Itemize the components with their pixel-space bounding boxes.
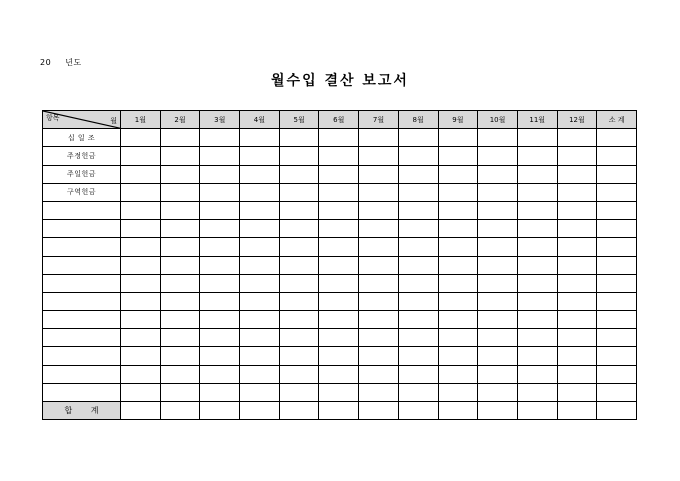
data-cell[interactable] — [279, 183, 319, 201]
data-cell[interactable] — [121, 147, 161, 165]
data-cell[interactable] — [319, 274, 359, 292]
total-cell[interactable] — [160, 402, 200, 420]
row-label — [43, 292, 121, 310]
month-header-12: 12월 — [557, 111, 597, 129]
data-cell[interactable] — [359, 311, 399, 329]
data-cell[interactable] — [279, 201, 319, 219]
total-cell[interactable] — [597, 402, 637, 420]
data-cell[interactable] — [200, 201, 240, 219]
data-cell[interactable] — [359, 274, 399, 292]
data-cell[interactable] — [557, 347, 597, 365]
year-prefix: 20 — [40, 58, 52, 67]
data-cell[interactable] — [319, 256, 359, 274]
data-cell[interactable] — [121, 329, 161, 347]
data-cell[interactable] — [121, 274, 161, 292]
month-header-7: 7월 — [359, 111, 399, 129]
data-cell[interactable] — [240, 256, 280, 274]
data-cell[interactable] — [517, 365, 557, 383]
data-cell[interactable] — [398, 201, 438, 219]
row-label: 십 일 조 — [43, 129, 121, 147]
data-cell[interactable] — [121, 383, 161, 401]
data-cell[interactable] — [359, 201, 399, 219]
data-cell[interactable] — [478, 329, 518, 347]
data-cell[interactable] — [279, 147, 319, 165]
data-cell[interactable] — [121, 201, 161, 219]
total-cell[interactable] — [478, 402, 518, 420]
data-cell[interactable] — [279, 220, 319, 238]
data-cell[interactable] — [398, 256, 438, 274]
data-cell[interactable] — [517, 311, 557, 329]
data-cell[interactable] — [398, 129, 438, 147]
data-cell[interactable] — [200, 129, 240, 147]
data-cell[interactable] — [517, 383, 557, 401]
data-cell[interactable] — [319, 311, 359, 329]
data-cell[interactable] — [160, 238, 200, 256]
month-header-3: 3월 — [200, 111, 240, 129]
data-cell[interactable] — [478, 220, 518, 238]
corner-item-label: 항목 — [46, 114, 60, 122]
data-cell[interactable] — [319, 129, 359, 147]
data-cell[interactable] — [359, 165, 399, 183]
month-header-9: 9월 — [438, 111, 478, 129]
data-cell[interactable] — [240, 129, 280, 147]
data-cell[interactable] — [200, 147, 240, 165]
data-cell[interactable] — [557, 147, 597, 165]
data-cell[interactable] — [121, 238, 161, 256]
data-cell[interactable] — [359, 238, 399, 256]
data-cell[interactable] — [359, 183, 399, 201]
data-cell[interactable] — [279, 292, 319, 310]
data-cell[interactable] — [438, 129, 478, 147]
total-cell[interactable] — [359, 402, 399, 420]
data-cell[interactable] — [319, 292, 359, 310]
data-cell[interactable] — [240, 329, 280, 347]
data-cell[interactable] — [121, 129, 161, 147]
data-cell[interactable] — [359, 347, 399, 365]
data-cell[interactable] — [200, 365, 240, 383]
data-cell[interactable] — [240, 292, 280, 310]
month-header-4: 4월 — [240, 111, 280, 129]
table-row — [43, 220, 637, 238]
row-label: 주일헌금 — [43, 165, 121, 183]
data-cell[interactable] — [398, 365, 438, 383]
table-row — [43, 347, 637, 365]
data-cell[interactable] — [240, 183, 280, 201]
data-cell[interactable] — [597, 220, 637, 238]
data-cell[interactable] — [359, 383, 399, 401]
data-cell[interactable] — [121, 165, 161, 183]
month-header-11: 11월 — [517, 111, 557, 129]
data-cell[interactable] — [478, 256, 518, 274]
total-cell[interactable] — [438, 402, 478, 420]
row-label — [43, 201, 121, 219]
month-header-8: 8월 — [398, 111, 438, 129]
table-row — [43, 201, 637, 219]
data-cell[interactable] — [438, 183, 478, 201]
table-row — [43, 365, 637, 383]
data-cell[interactable] — [438, 201, 478, 219]
data-cell[interactable] — [319, 165, 359, 183]
data-cell[interactable] — [319, 383, 359, 401]
data-cell[interactable] — [557, 329, 597, 347]
data-cell[interactable] — [200, 274, 240, 292]
data-cell[interactable] — [160, 311, 200, 329]
data-cell[interactable] — [319, 183, 359, 201]
data-cell[interactable] — [438, 256, 478, 274]
data-cell[interactable] — [478, 183, 518, 201]
table-row — [43, 383, 637, 401]
data-cell[interactable] — [359, 129, 399, 147]
total-label: 합 계 — [43, 402, 121, 420]
data-cell[interactable] — [438, 329, 478, 347]
data-cell[interactable] — [557, 201, 597, 219]
data-cell[interactable] — [517, 238, 557, 256]
data-cell[interactable] — [597, 129, 637, 147]
data-cell[interactable] — [200, 329, 240, 347]
total-cell[interactable] — [240, 402, 280, 420]
data-cell[interactable] — [279, 256, 319, 274]
data-cell[interactable] — [438, 220, 478, 238]
data-cell[interactable] — [160, 183, 200, 201]
data-cell[interactable] — [279, 238, 319, 256]
page-title: 월수입 결산 보고서 — [271, 73, 409, 89]
data-cell[interactable] — [478, 365, 518, 383]
data-cell[interactable] — [517, 347, 557, 365]
data-cell[interactable] — [200, 256, 240, 274]
table-row — [43, 183, 637, 201]
data-cell[interactable] — [160, 201, 200, 219]
data-cell[interactable] — [319, 347, 359, 365]
row-label: 주정헌금 — [43, 147, 121, 165]
data-cell[interactable] — [398, 165, 438, 183]
data-cell[interactable] — [557, 365, 597, 383]
year-suffix: 년도 — [65, 58, 82, 67]
data-cell[interactable] — [240, 201, 280, 219]
table-row — [43, 311, 637, 329]
subtotal-header: 소 계 — [597, 111, 637, 129]
total-cell[interactable] — [517, 402, 557, 420]
data-cell[interactable] — [240, 347, 280, 365]
data-cell[interactable] — [160, 274, 200, 292]
month-header-6: 6월 — [319, 111, 359, 129]
data-cell[interactable] — [398, 274, 438, 292]
data-cell[interactable] — [438, 147, 478, 165]
data-cell[interactable] — [279, 129, 319, 147]
data-cell[interactable] — [160, 292, 200, 310]
data-cell[interactable] — [398, 311, 438, 329]
table-row — [43, 292, 637, 310]
data-cell[interactable] — [398, 220, 438, 238]
data-cell[interactable] — [279, 165, 319, 183]
table-row — [43, 147, 637, 165]
table-row — [43, 329, 637, 347]
data-cell[interactable] — [438, 238, 478, 256]
data-cell[interactable] — [557, 129, 597, 147]
data-cell[interactable] — [160, 329, 200, 347]
data-cell[interactable] — [438, 311, 478, 329]
data-cell[interactable] — [279, 329, 319, 347]
month-header-5: 5월 — [279, 111, 319, 129]
data-cell[interactable] — [597, 383, 637, 401]
data-cell[interactable] — [478, 311, 518, 329]
row-label — [43, 383, 121, 401]
table-row — [43, 238, 637, 256]
data-cell[interactable] — [517, 129, 557, 147]
data-cell[interactable] — [597, 292, 637, 310]
data-cell[interactable] — [478, 129, 518, 147]
data-cell[interactable] — [359, 220, 399, 238]
data-cell[interactable] — [121, 311, 161, 329]
data-cell[interactable] — [438, 165, 478, 183]
total-cell[interactable] — [200, 402, 240, 420]
row-label — [43, 311, 121, 329]
data-cell[interactable] — [200, 238, 240, 256]
data-cell[interactable] — [398, 383, 438, 401]
total-cell[interactable] — [557, 402, 597, 420]
data-cell[interactable] — [597, 365, 637, 383]
income-report-table — [42, 110, 637, 420]
data-cell[interactable] — [557, 274, 597, 292]
data-cell[interactable] — [319, 329, 359, 347]
row-label — [43, 238, 121, 256]
data-cell[interactable] — [478, 165, 518, 183]
data-cell[interactable] — [557, 311, 597, 329]
data-cell[interactable] — [200, 347, 240, 365]
corner-month-label: 월 — [110, 117, 117, 126]
data-cell[interactable] — [359, 147, 399, 165]
data-cell[interactable] — [121, 183, 161, 201]
data-cell[interactable] — [478, 347, 518, 365]
data-cell[interactable] — [557, 256, 597, 274]
data-cell[interactable] — [438, 292, 478, 310]
row-label: 구역헌금 — [43, 183, 121, 201]
data-cell[interactable] — [557, 183, 597, 201]
data-cell[interactable] — [438, 383, 478, 401]
corner-header-cell — [43, 111, 121, 129]
data-cell[interactable] — [160, 147, 200, 165]
data-cell[interactable] — [279, 383, 319, 401]
data-cell[interactable] — [160, 220, 200, 238]
row-label — [43, 220, 121, 238]
total-cell[interactable] — [121, 402, 161, 420]
data-cell[interactable] — [160, 383, 200, 401]
table-body — [43, 129, 637, 402]
data-cell[interactable] — [517, 329, 557, 347]
data-cell[interactable] — [359, 256, 399, 274]
data-cell[interactable] — [398, 292, 438, 310]
data-cell[interactable] — [240, 274, 280, 292]
data-cell[interactable] — [478, 292, 518, 310]
fiscal-year-label — [40, 57, 82, 68]
data-cell[interactable] — [398, 183, 438, 201]
data-cell[interactable] — [240, 383, 280, 401]
data-cell[interactable] — [200, 383, 240, 401]
data-cell[interactable] — [597, 274, 637, 292]
month-header-10: 10월 — [478, 111, 518, 129]
data-cell[interactable] — [398, 238, 438, 256]
data-cell[interactable] — [438, 365, 478, 383]
data-cell[interactable] — [319, 201, 359, 219]
data-cell[interactable] — [160, 165, 200, 183]
data-cell[interactable] — [359, 365, 399, 383]
total-cell[interactable] — [398, 402, 438, 420]
total-cell[interactable] — [319, 402, 359, 420]
data-cell[interactable] — [279, 347, 319, 365]
data-cell[interactable] — [240, 147, 280, 165]
table-row — [43, 274, 637, 292]
data-cell[interactable] — [517, 165, 557, 183]
data-cell[interactable] — [319, 238, 359, 256]
data-cell[interactable] — [319, 365, 359, 383]
data-cell[interactable] — [319, 147, 359, 165]
data-cell[interactable] — [597, 347, 637, 365]
data-cell[interactable] — [597, 183, 637, 201]
data-cell[interactable] — [200, 311, 240, 329]
data-cell[interactable] — [359, 329, 399, 347]
data-cell[interactable] — [160, 347, 200, 365]
data-cell[interactable] — [517, 220, 557, 238]
data-cell[interactable] — [279, 311, 319, 329]
data-cell[interactable] — [121, 347, 161, 365]
data-cell[interactable] — [398, 329, 438, 347]
data-cell[interactable] — [517, 274, 557, 292]
data-cell[interactable] — [557, 238, 597, 256]
row-label — [43, 365, 121, 383]
data-cell[interactable] — [478, 238, 518, 256]
data-cell[interactable] — [240, 165, 280, 183]
data-cell[interactable] — [478, 274, 518, 292]
data-cell[interactable] — [279, 365, 319, 383]
data-cell[interactable] — [200, 183, 240, 201]
data-cell[interactable] — [398, 147, 438, 165]
data-cell[interactable] — [359, 292, 399, 310]
data-cell[interactable] — [279, 274, 319, 292]
total-cell[interactable] — [279, 402, 319, 420]
data-cell[interactable] — [438, 347, 478, 365]
data-cell[interactable] — [557, 165, 597, 183]
table-row — [43, 256, 637, 274]
data-cell[interactable] — [240, 365, 280, 383]
data-cell[interactable] — [398, 347, 438, 365]
data-cell[interactable] — [438, 274, 478, 292]
data-cell[interactable] — [597, 147, 637, 165]
row-label — [43, 256, 121, 274]
data-cell[interactable] — [478, 383, 518, 401]
row-label — [43, 274, 121, 292]
table-row — [43, 165, 637, 183]
total-row — [43, 402, 637, 420]
data-cell[interactable] — [121, 256, 161, 274]
data-cell[interactable] — [517, 292, 557, 310]
data-cell[interactable] — [517, 201, 557, 219]
data-cell[interactable] — [160, 365, 200, 383]
data-cell[interactable] — [121, 220, 161, 238]
data-cell[interactable] — [517, 183, 557, 201]
data-cell[interactable] — [597, 201, 637, 219]
data-cell[interactable] — [597, 311, 637, 329]
month-header-2: 2월 — [160, 111, 200, 129]
data-cell[interactable] — [160, 129, 200, 147]
data-cell[interactable] — [557, 220, 597, 238]
data-cell[interactable] — [557, 292, 597, 310]
month-header-1: 1월 — [121, 111, 161, 129]
data-cell[interactable] — [597, 238, 637, 256]
data-cell[interactable] — [478, 201, 518, 219]
data-cell[interactable] — [240, 238, 280, 256]
data-cell[interactable] — [240, 220, 280, 238]
table-row — [43, 129, 637, 147]
data-cell[interactable] — [200, 220, 240, 238]
data-cell[interactable] — [597, 256, 637, 274]
data-cell[interactable] — [121, 292, 161, 310]
data-cell[interactable] — [597, 165, 637, 183]
data-cell[interactable] — [597, 329, 637, 347]
data-cell[interactable] — [517, 256, 557, 274]
data-cell[interactable] — [319, 220, 359, 238]
data-cell[interactable] — [200, 165, 240, 183]
data-cell[interactable] — [240, 311, 280, 329]
data-cell[interactable] — [478, 147, 518, 165]
data-cell[interactable] — [121, 365, 161, 383]
row-label — [43, 329, 121, 347]
data-cell[interactable] — [160, 256, 200, 274]
row-label — [43, 347, 121, 365]
data-cell[interactable] — [557, 383, 597, 401]
header-row — [43, 111, 637, 129]
data-cell[interactable] — [517, 147, 557, 165]
data-cell[interactable] — [200, 292, 240, 310]
